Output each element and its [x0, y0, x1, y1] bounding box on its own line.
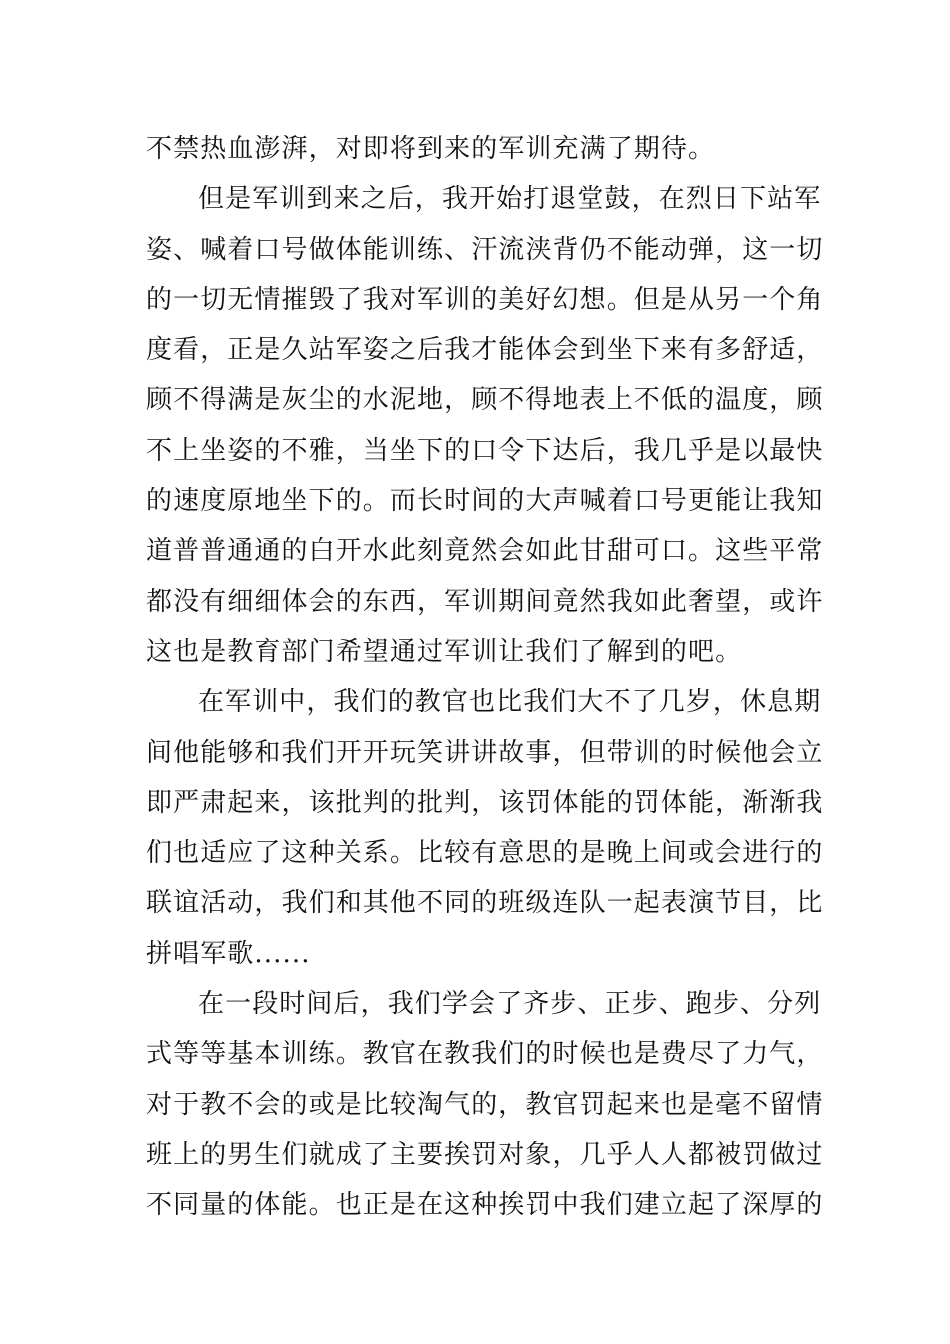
text-line-paragraph-start: 但是军训到来之后，我开始打退堂鼓，在烈日下站军	[198, 184, 822, 215]
text-line: 的一切无情摧毁了我对军训的美好幻想。但是从另一个角	[146, 284, 824, 315]
body-text	[146, 124, 824, 1231]
text-line: 不同量的体能。也正是在这种挨罚中我们建立起了深厚的	[146, 1190, 824, 1221]
text-line: 度看，正是久站军姿之后我才能体会到坐下来有多舒适，	[146, 335, 824, 366]
text-line: 即严肃起来，该批判的批判，该罚体能的罚体能，渐渐我	[146, 787, 824, 818]
text-line-paragraph-start: 在军训中，我们的教官也比我们大不了几岁，休息期	[198, 687, 822, 718]
text-line: 式等等基本训练。教官在教我们的时候也是费尽了力气，	[146, 1039, 824, 1070]
text-line-paragraph-start: 在一段时间后，我们学会了齐步、正步、跑步、分列	[198, 989, 822, 1020]
text-line: 道普普通通的白开水此刻竟然会如此甘甜可口。这些平常	[146, 536, 824, 567]
text-line: 联谊活动，我们和其他不同的班级连队一起表演节目，比	[146, 888, 824, 919]
text-line: 拼唱军歌......	[146, 938, 311, 969]
text-line: 不上坐姿的不雅，当坐下的口令下达后，我几乎是以最快	[146, 435, 824, 466]
text-line: 不禁热血澎湃，对即将到来的军训充满了期待。	[146, 134, 716, 164]
text-line: 都没有细细体会的东西，军训期间竟然我如此奢望，或许	[146, 586, 824, 617]
text-line: 班上的男生们就成了主要挨罚对象，几乎人人都被罚做过	[146, 1139, 824, 1170]
text-line: 姿、喊着口号做体能训练、汗流浃背仍不能动弹，这一切	[146, 234, 824, 265]
text-line: 这也是教育部门希望通过军训让我们了解到的吧。	[146, 636, 743, 667]
text-line: 们也适应了这种关系。比较有意思的是晚上间或会进行的	[146, 838, 824, 869]
text-line: 的速度原地坐下的。而长时间的大声喊着口号更能让我知	[146, 486, 824, 517]
text-line: 对于教不会的或是比较淘气的，教官罚起来也是毫不留情	[146, 1089, 824, 1120]
text-line: 顾不得满是灰尘的水泥地，顾不得地表上不低的温度，顾	[146, 385, 824, 416]
text-line: 间他能够和我们开开玩笑讲讲故事，但带训的时候他会立	[146, 737, 824, 768]
